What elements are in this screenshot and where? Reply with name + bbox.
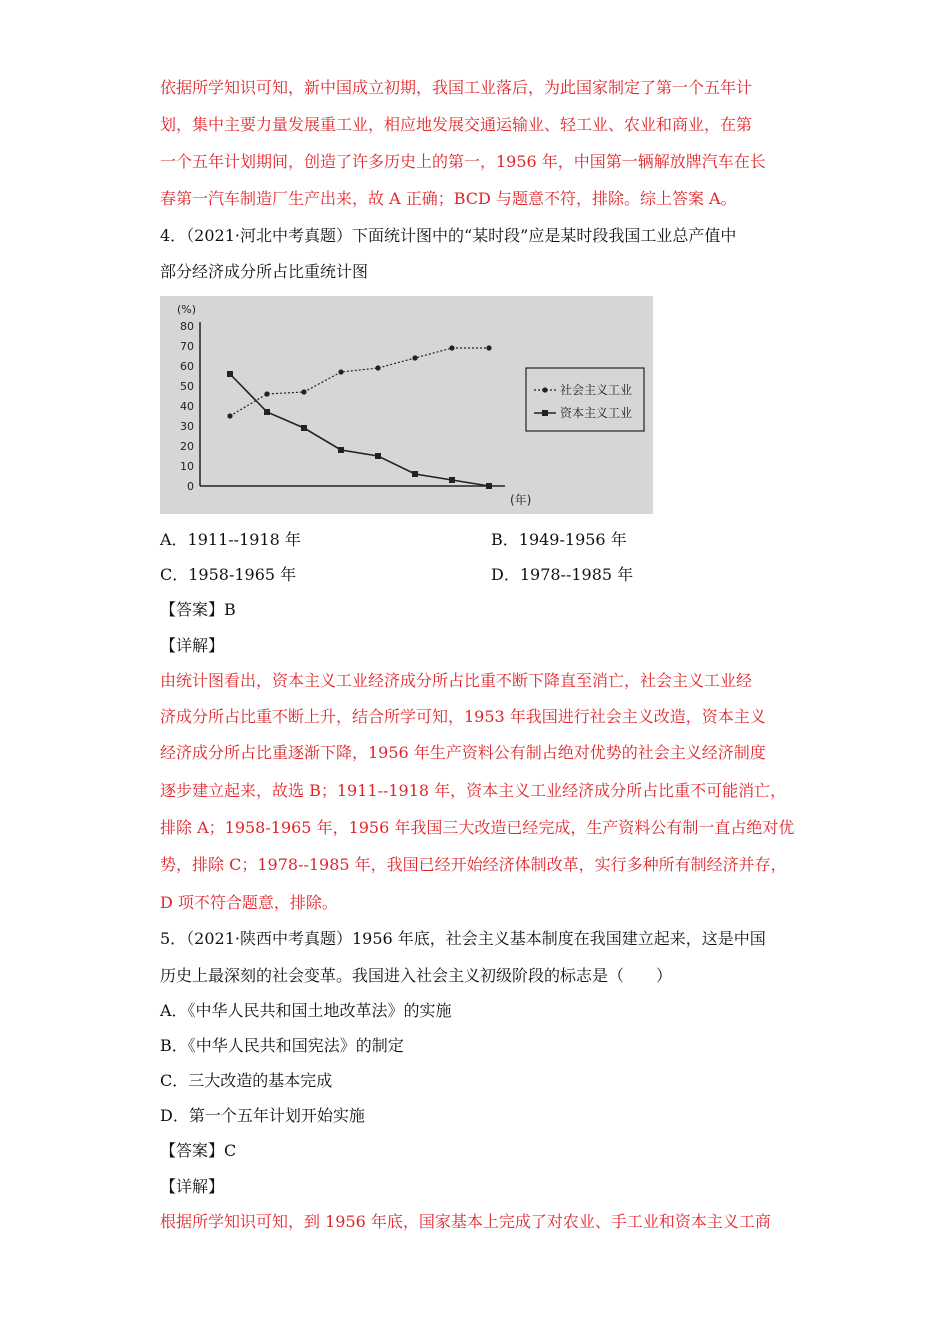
y-tick-label: 60 xyxy=(180,360,194,373)
question-4-detail-line: 排除 A；1958-1965 年，1956 年我国三大改造已经完成，生产资料公有制一直占绝对优 xyxy=(160,818,795,837)
y-tick-label: 40 xyxy=(180,400,194,413)
answer-label: 【答案】 xyxy=(160,600,225,619)
data-point-capitalist xyxy=(264,409,270,415)
data-point-capitalist xyxy=(301,425,307,431)
legend-marker-socialist xyxy=(542,387,547,392)
data-point-capitalist xyxy=(375,453,381,459)
question-5-stem: 历史上最深刻的社会变革。我国进入社会主义初级阶段的标志是（ ） xyxy=(160,966,673,985)
statistics-chart xyxy=(160,296,653,514)
line-chart xyxy=(160,296,653,514)
y-tick-label: 50 xyxy=(180,380,194,393)
question-4-stem: 部分经济成分所占比重统计图 xyxy=(160,262,369,281)
y-tick-label: 80 xyxy=(180,320,194,333)
question-4-detail-line: 逐步建立起来，故选 B；1911--1918 年，资本主义工业经济成分所占比重不可能消亡， xyxy=(160,781,787,800)
question-4-detail-line: D 项不符合题意，排除。 xyxy=(160,893,338,912)
question-5-detail-label: 【详解】 xyxy=(160,1177,225,1196)
question-4-stem: 4．（2021·河北中考真题）下面统计图中的“某时段”应是某时段我国工业总产值中 xyxy=(160,226,737,245)
question-4-answer xyxy=(160,600,236,620)
data-point-socialist xyxy=(227,413,232,418)
legend-box xyxy=(526,368,644,431)
data-point-capitalist xyxy=(227,371,233,377)
explanation-line: 春第一汽车制造厂生产出来，故 A 正确；BCD 与题意不符，排除。综上答案 A。 xyxy=(160,189,737,208)
series-line-socialist xyxy=(230,348,489,416)
question-4-detail-line: 济成分所占比重不断上升，结合所学可知，1953 年我国进行社会主义改造，资本主义 xyxy=(160,707,766,726)
explanation-line: 划，集中主要力量发展重工业，相应地发展交通运输业、轻工业、农业和商业，在第 xyxy=(160,115,753,134)
data-point-capitalist xyxy=(486,483,492,489)
data-point-socialist xyxy=(375,365,380,370)
question-4-detail-line: 势，排除 C；1978--1985 年，我国已经开始经济体制改革，实行多种所有制经济并存， xyxy=(160,855,787,874)
data-point-socialist xyxy=(264,391,269,396)
question-5-answer xyxy=(160,1141,236,1161)
question-4-detail-line: 经济成分所占比重逐渐下降，1956 年生产资料公有制占绝对优势的社会主义经济制度 xyxy=(160,743,766,762)
data-point-socialist xyxy=(301,389,306,394)
legend-label-socialist: 社会主义工业 xyxy=(560,383,633,397)
question-4-option-b: B．1949-1956 年 xyxy=(491,530,627,549)
question-5-option-d: D．第一个五年计划开始实施 xyxy=(160,1106,365,1125)
data-point-socialist xyxy=(486,345,491,350)
y-tick-label: 0 xyxy=(187,480,194,493)
y-axis-label: (%) xyxy=(177,303,197,316)
question-4-option-d: D．1978--1985 年 xyxy=(491,565,634,584)
data-point-capitalist xyxy=(412,471,418,477)
y-tick-label: 30 xyxy=(180,420,194,433)
data-point-socialist xyxy=(412,355,417,360)
question-5-option-a: A．《中华人民共和国土地改革法》的实施 xyxy=(160,1001,452,1020)
question-5-option-b: B．《中华人民共和国宪法》的制定 xyxy=(160,1036,404,1055)
answer-value: B xyxy=(224,600,236,619)
x-axis-label: (年) xyxy=(510,493,532,507)
y-tick-label: 20 xyxy=(180,440,194,453)
explanation-line: 一个五年计划期间，创造了许多历史上的第一，1956 年，中国第一辆解放牌汽车在长 xyxy=(160,152,766,171)
answer-value: C xyxy=(224,1141,237,1160)
question-4-option-a: A．1911--1918 年 xyxy=(160,530,301,549)
data-point-socialist xyxy=(338,369,343,374)
legend-label-capitalist: 资本主义工业 xyxy=(560,406,633,420)
question-4-option-c: C．1958-1965 年 xyxy=(160,565,297,584)
question-4-detail-line: 由统计图看出，资本主义工业经济成分所占比重不断下降直至消亡，社会主义工业经 xyxy=(160,671,753,690)
legend-marker-capitalist xyxy=(542,410,548,416)
answer-label: 【答案】 xyxy=(160,1141,225,1160)
explanation-line: 依据所学知识可知，新中国成立初期，我国工业落后，为此国家制定了第一个五年计 xyxy=(160,78,753,97)
data-point-capitalist xyxy=(449,477,455,483)
question-4-detail-label: 【详解】 xyxy=(160,636,225,655)
y-tick-label: 10 xyxy=(180,460,194,473)
y-tick-label: 70 xyxy=(180,340,194,353)
data-point-capitalist xyxy=(338,447,344,453)
question-5-detail-line: 根据所学知识可知，到 1956 年底，国家基本上完成了对农业、手工业和资本主义工商 xyxy=(160,1212,771,1231)
question-5-stem: 5．（2021·陕西中考真题）1956 年底，社会主义基本制度在我国建立起来，这是中国 xyxy=(160,929,766,948)
series-line-capitalist xyxy=(230,374,489,486)
question-5-option-c: C．三大改造的基本完成 xyxy=(160,1071,333,1090)
data-point-socialist xyxy=(449,345,454,350)
legend xyxy=(526,368,644,431)
